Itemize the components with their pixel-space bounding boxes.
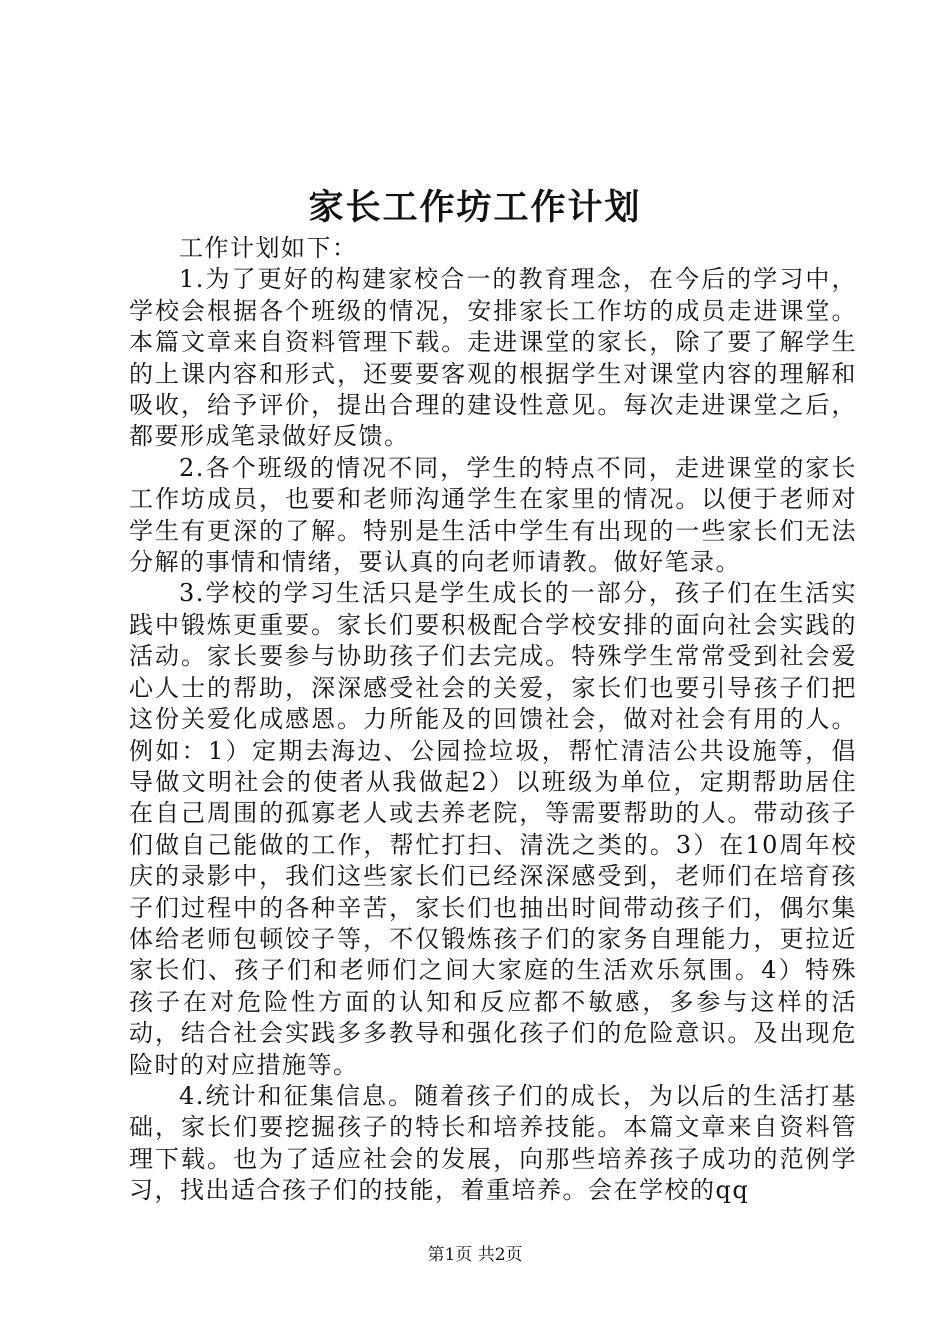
page-number-footer: 第1页 共2页 — [427, 1245, 523, 1265]
paragraph-item-3: 3.学校的学习生活只是学生成长的一部分，孩子们在生活实践中锻炼更重要。家长们要积极配合学校安排的面向社会实践的活动。家长要参与协助孩子们去完成。特殊学生常常受到社会爱心人士的帮助，深深感受社会的关爱，家长们也要引导孩子们把这份关爱化成感恩。力所能及的回馈社会，做对社会有用的人。例如：1）定期去海边、公园捡垃圾，帮忙清洁公共设施等，倡导做文明社会的使者从我做起2）以班级为单位，定期帮助居住在自己周围的孤寡老人或去养老院，等需要帮助的人。带动孩子们做自己能做的工作，帮忙打扫、清洗之类的。3）在10周年校庆的录影中，我们这些家长们已经深深感受到，老师们在培育孩子们过程中的各种辛苦，家长们也抽出时间带动孩子们，偶尔集体给老师包顿饺子等，不仅锻炼孩子们的家务自理能力，更拉近家长们、孩子们和老师们之间大家庭的生活欢乐氛围。4）特殊孩子在对危险性方面的认知和反应都不敏感，多参与这样的活动，结合社会实践多多教导和强化孩子们的危险意识。及出现危险时的对应措施等。 — [129, 579, 857, 1079]
paragraph-item-4: 4.统计和征集信息。随着孩子们的成长，为以后的生活打基础，家长们要挖掘孩子的特长和培养技能。本篇文章来自资料管理下载。也为了适应社会的发展，向那些培养孩子成功的范例学习，找出适合孩子们的技能，着重培养。会在学校的qq — [129, 1081, 857, 1205]
document-body — [129, 233, 857, 1207]
paragraph-item-2: 2.各个班级的情况不同，学生的特点不同，走进课堂的家长工作坊成员，也要和老师沟通学生在家里的情况。以便于老师对学生有更深的了解。特别是生活中学生有出现的一些家长们无法分解的事情和情绪，要认真的向老师请教。做好笔录。 — [129, 453, 857, 577]
paragraph-intro: 工作计划如下： — [179, 234, 358, 262]
paragraph-item-1: 1.为了更好的构建家校合一的教育理念，在今后的学习中，学校会根据各个班级的情况，安排家长工作坊的成员走进课堂。本篇文章来自资料管理下载。走进课堂的家长，除了要了解学生的上课内容和形式，还要要客观的根据学生对课堂内容的理解和吸收，给予评价，提出合理的建设性意见。每次走进课堂之后，都要形成笔录做好反馈。 — [129, 265, 857, 451]
document-title: 家长工作坊工作计划 — [308, 187, 642, 228]
